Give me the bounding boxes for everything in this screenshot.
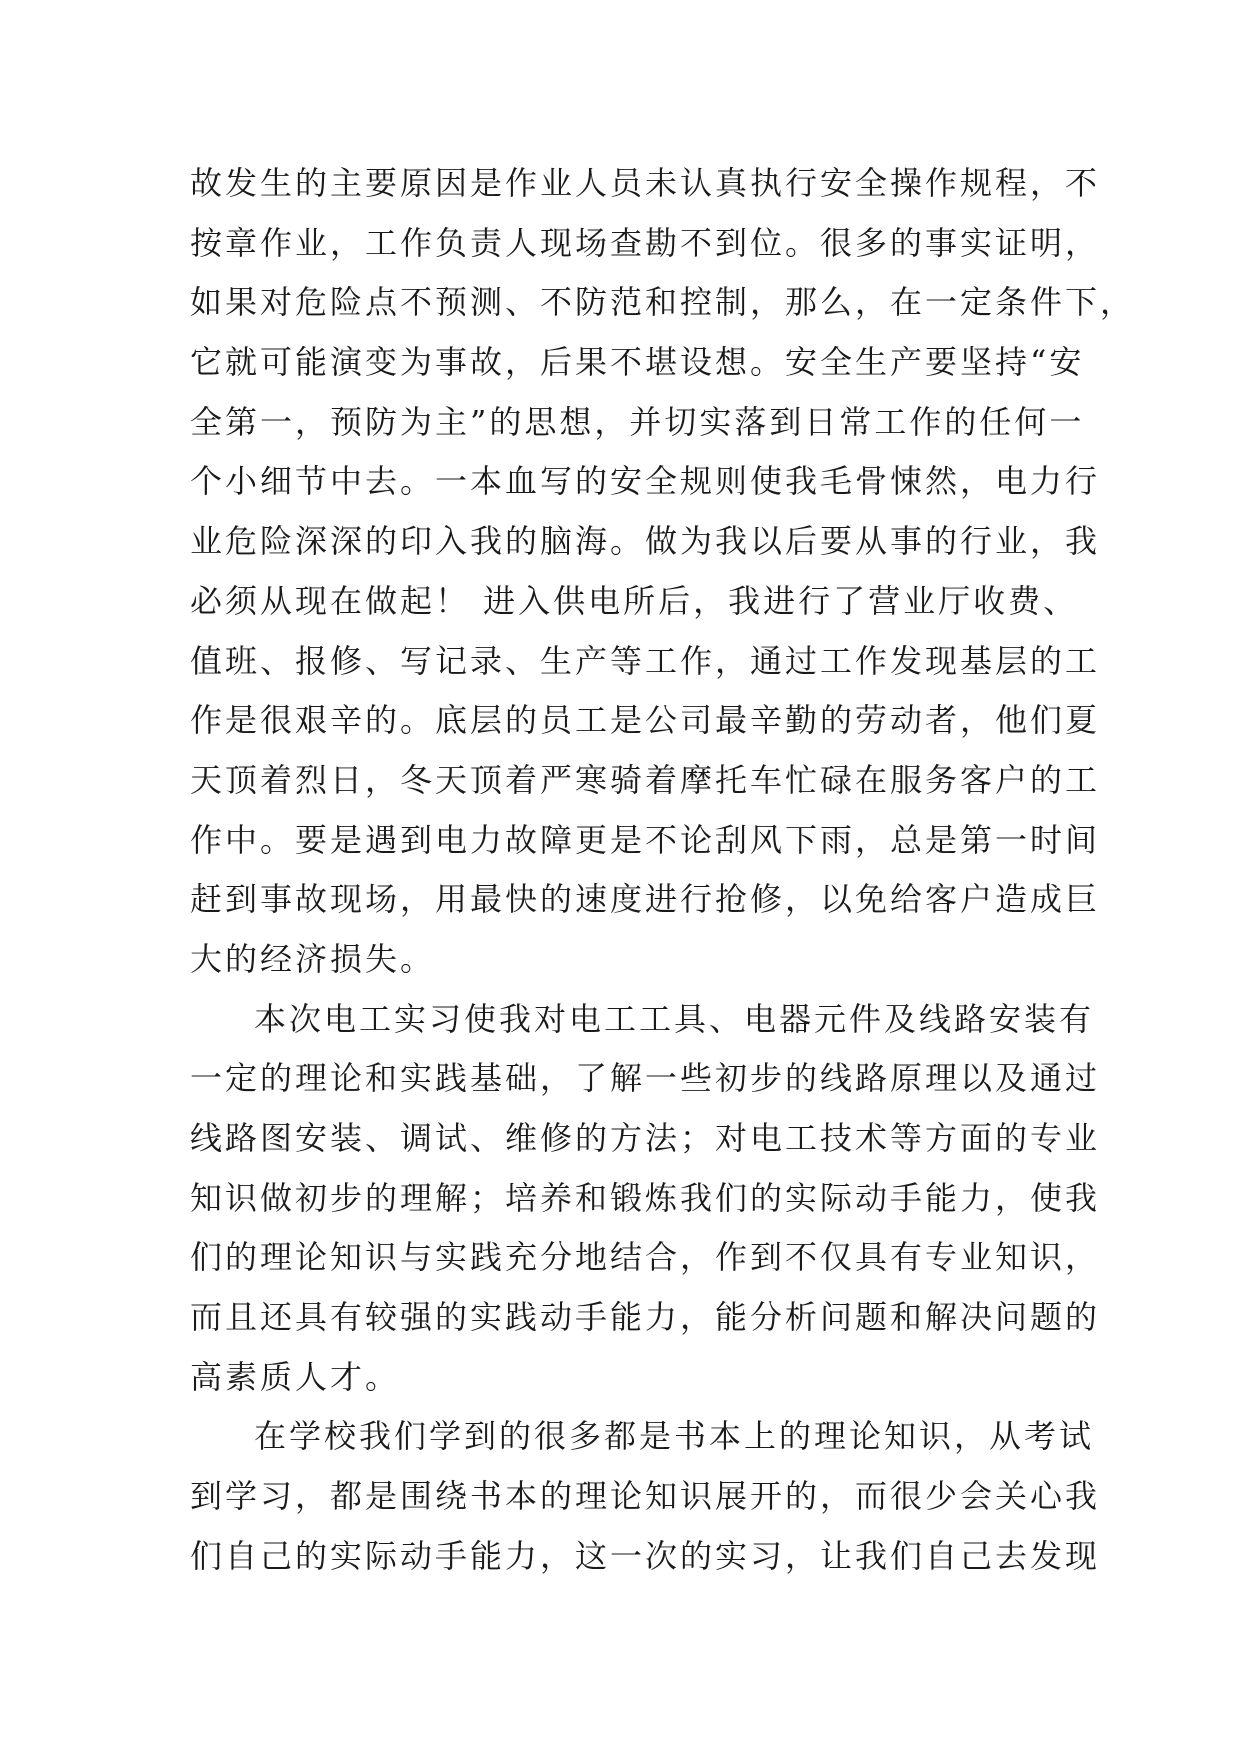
text-line: 业危险深深的印入我的脑海。做为我以后要从事的行业，我 [190,522,1101,561]
text-line: 如果对危险点不预测、不防范和控制，那么，在一定条件下， [190,283,1136,322]
body-text [190,154,1136,1587]
text-line: 线路图安装、调试、维修的方法；对电工技术等方面的专业 [190,1119,1101,1157]
text-line: 赶到事故现场，用最快的速度进行抢修，以免给客户造成巨 [190,880,1101,919]
text-line: 到学习，都是围绕书本的理论知识展开的，而很少会关心我 [190,1477,1101,1516]
text-line: 按章作业，工作负责人现场查勘不到位。很多的事实证明， [190,223,1101,262]
text-line: 作是很艰辛的。底层的员工是公司最辛勤的劳动者，他们夏 [190,701,1101,740]
text-line: 大的经济损失。 [190,939,436,978]
text-line: 个小细节中去。一本血写的安全规则使我毛骨悚然，电力行 [190,462,1101,501]
text-line: 必须从现在做起！ 进入供电所后，我进行了营业厅收费、 [190,581,1079,620]
text-line: 知识做初步的理解；培养和锻炼我们的实际动手能力，使我 [190,1178,1101,1217]
text-line: 它就可能演变为事故，后果不堪设想。安全生产要坚持“安 [190,343,1085,382]
text-line: 全第一，预防为主”的思想，并切实落到日常工作的任何一 [190,402,1085,441]
text-line: 故发生的主要原因是作业人员未认真执行安全操作规程，不 [190,164,1101,202]
text-line: 而且还具有较强的实践动手能力，能分析问题和解决问题的 [190,1298,1101,1337]
text-line: 高素质人才。 [190,1357,401,1396]
paragraph-first-line: 本次电工实习使我对电工工具、电器元件及线路安装有 [254,999,1095,1038]
text-line: 作中。要是遇到电力故障更是不论刮风下雨，总是第一时间 [190,820,1101,859]
text-line: 一定的理论和实践基础，了解一些初步的线路原理以及通过 [190,1059,1101,1098]
text-line: 们的理论知识与实践充分地结合，作到不仅具有专业知识， [190,1238,1101,1277]
text-line: 值班、报修、写记录、生产等工作，通过工作发现基层的工 [190,641,1101,680]
paragraph-first-line: 在学校我们学到的很多都是书本上的理论知识，从考试 [254,1417,1095,1456]
text-line: 们自己的实际动手能力，这一次的实习，让我们自己去发现 [190,1536,1101,1575]
text-line: 天顶着烈日，冬天顶着严寒骑着摩托车忙碌在服务客户的工 [190,760,1101,799]
